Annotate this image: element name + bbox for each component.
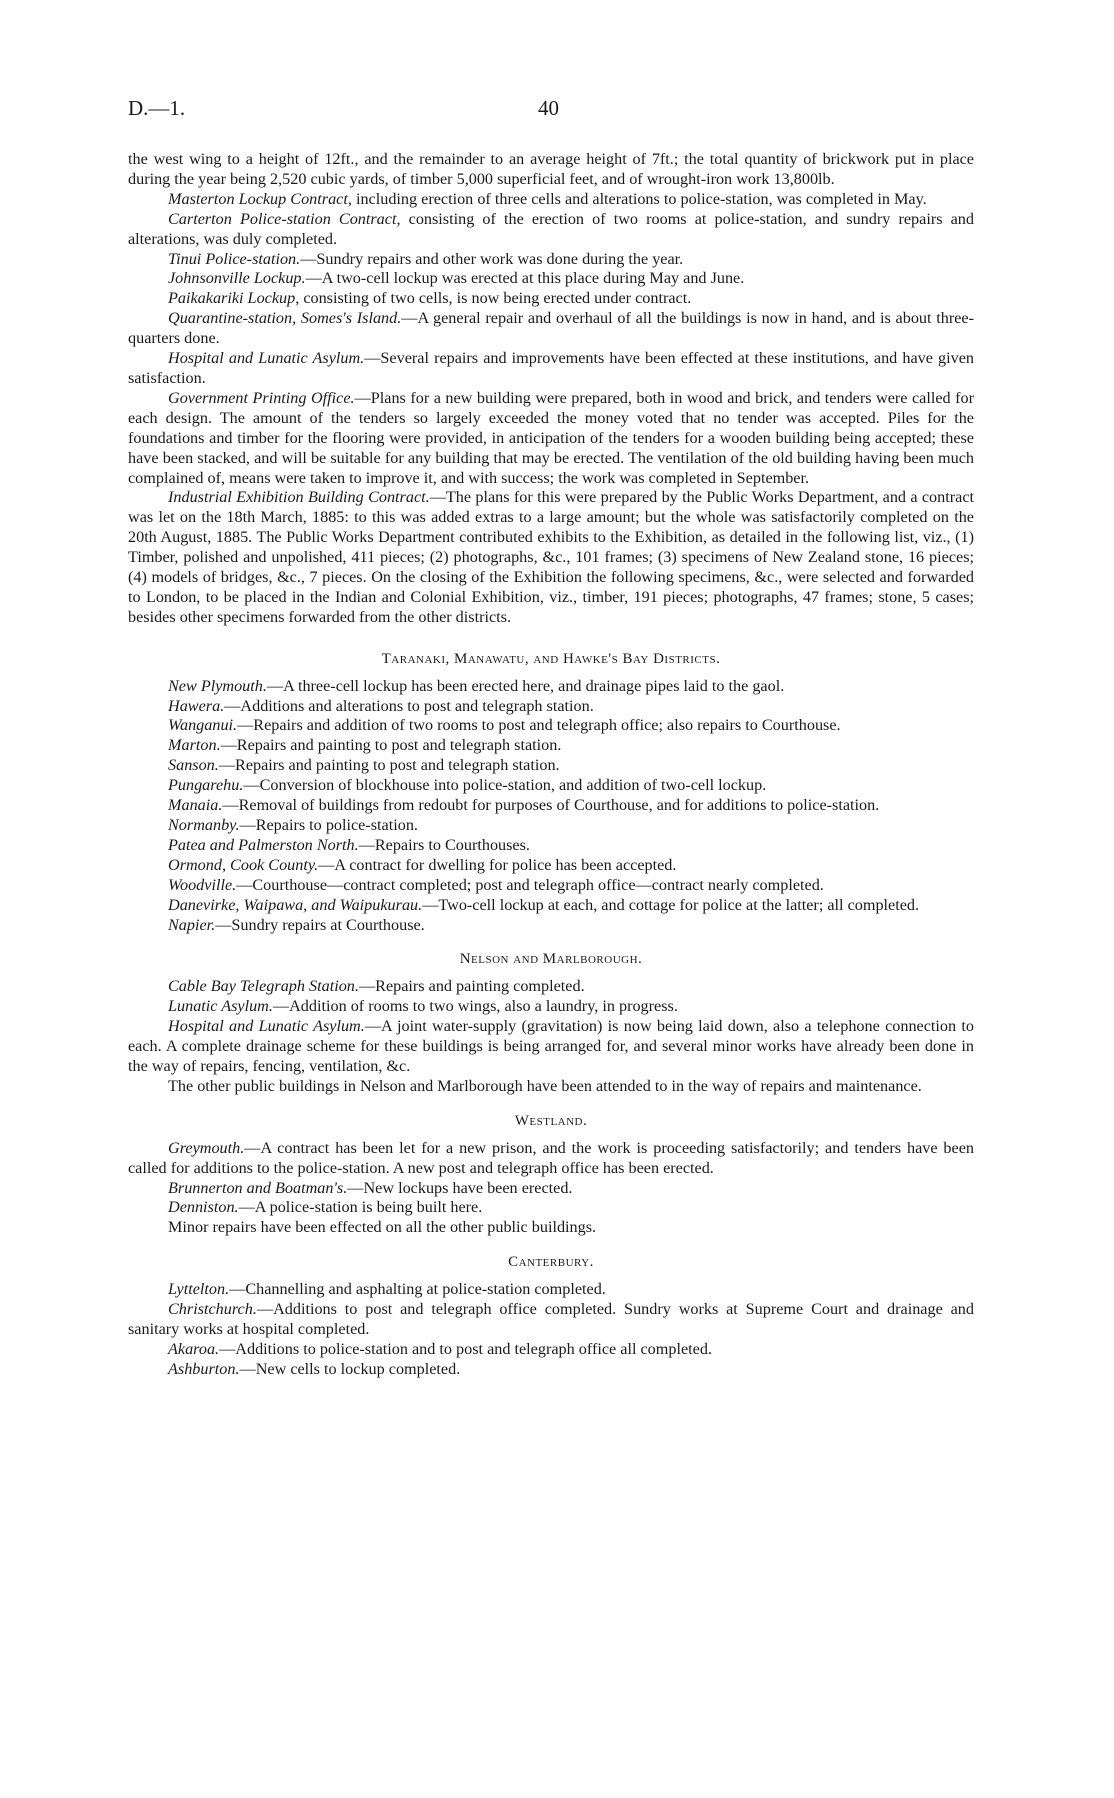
entry-title: Brunnerton and Boatman's. — [168, 1178, 348, 1197]
entry-title: Sanson. — [168, 756, 219, 775]
entry-text: —A three-cell lockup has been erected here, and drainage pipes laid to the gaol. — [266, 676, 785, 695]
entry-title: Lyttelton. — [168, 1280, 230, 1299]
entry-text: —Additions to post and telegraph office completed. Sundry works at Supreme Court and drainage and sanitary works at hospital completed. — [128, 1300, 974, 1338]
entry-text: —Repairs to Courthouses. — [358, 835, 530, 854]
page-number: 40 — [538, 96, 559, 120]
entry-paragraph — [128, 997, 974, 1017]
entry-paragraph — [128, 716, 974, 736]
entry-paragraph — [128, 269, 974, 289]
section-heading-canterbury: Canterbury. — [508, 1254, 594, 1271]
entry-text: —Sundry repairs at Courthouse. — [215, 915, 425, 934]
entry-title: Denniston. — [168, 1198, 239, 1217]
document-reference: D.—1. — [128, 96, 186, 120]
nelson-closing-paragraph: The other public buildings in Nelson and Marlborough have been attended to in the way of repairs and maintenance. — [168, 1076, 922, 1095]
entry-title: Carterton Police-station Contract, — [168, 209, 401, 228]
entry-paragraph — [128, 1198, 974, 1218]
entry-title: Johnsonville Lockup. — [168, 269, 306, 288]
entry-text: —Repairs and painting to post and telegraph station. — [220, 736, 562, 755]
entry-title: Cable Bay Telegraph Station. — [168, 977, 359, 996]
entry-title: Woodville. — [168, 875, 237, 894]
entry-title: Manaia. — [168, 796, 223, 815]
entry-paragraph — [128, 488, 974, 627]
entry-title: Hawera. — [168, 696, 225, 715]
entry-text: —Repairs and addition of two rooms to post and telegraph office; also repairs to Courthouse. — [237, 716, 841, 735]
entry-paragraph — [128, 856, 974, 876]
section-heading-westland: Westland. — [514, 1112, 588, 1129]
page-body — [128, 150, 974, 1380]
entry-text: —Addition of rooms to two wings, also a laundry, in progress. — [272, 997, 678, 1016]
entry-paragraph — [128, 1340, 974, 1360]
westland-entries — [128, 1139, 974, 1219]
entry-paragraph — [128, 776, 974, 796]
entry-text: —Repairs and painting to post and telegraph station. — [218, 756, 560, 775]
entry-text: including erection of three cells and alterations to police-station, was completed in May. — [351, 189, 927, 208]
entry-text: —Removal of buildings from redoubt for purposes of Courthouse, and for additions to police-station. — [222, 796, 880, 815]
entry-text: —Sundry repairs and other work was done during the year. — [300, 249, 684, 268]
entry-text: —Repairs and painting completed. — [358, 977, 585, 996]
entry-paragraph — [128, 756, 974, 776]
entry-paragraph — [128, 389, 974, 489]
entry-paragraph — [128, 876, 974, 896]
entry-text: —Two-cell lockup at each, and cottage for police at the latter; all completed. — [422, 895, 920, 914]
entry-paragraph — [128, 289, 974, 309]
page-header — [128, 96, 974, 126]
taranaki-entries — [128, 677, 974, 936]
canterbury-entries — [128, 1280, 974, 1380]
entry-title: Paikakariki Lockup, — [168, 289, 300, 308]
section-heading-nelson: Nelson and Marlborough. — [459, 951, 643, 968]
entry-paragraph — [128, 1280, 974, 1300]
entry-paragraph — [128, 1017, 974, 1077]
entry-title: Marton. — [168, 736, 221, 755]
entry-title: Tinui Police-station. — [168, 249, 301, 268]
entry-paragraph — [128, 210, 974, 250]
entry-paragraph — [128, 309, 974, 349]
entry-title: Quarantine-station, Somes's Island. — [168, 309, 402, 328]
entry-paragraph — [128, 190, 974, 210]
entry-title: Pungarehu. — [168, 776, 244, 795]
section-heading-taranaki: Taranaki, Manawatu, and Hawke's Bay Districts. — [381, 650, 721, 667]
entry-title: Government Printing Office. — [168, 388, 355, 407]
entry-title: Christchurch. — [168, 1300, 257, 1319]
entry-title: Hospital and Lunatic Asylum. — [168, 1017, 365, 1036]
entry-title: Ashburton. — [168, 1359, 240, 1378]
entry-paragraph — [128, 1300, 974, 1340]
entry-title: Akaroa. — [168, 1339, 220, 1358]
entry-text: consisting of the erection of two rooms at police-station, and sundry repairs and alterations, was duly completed. — [128, 209, 974, 248]
entry-title: Ormond, Cook County. — [168, 855, 319, 874]
entry-title: Wanganui. — [168, 716, 238, 735]
entry-paragraph — [128, 896, 974, 916]
westland-closing-paragraph: Minor repairs have been effected on all the other public buildings. — [168, 1218, 597, 1237]
entry-text: —Channelling and asphalting at police-station completed. — [229, 1280, 606, 1299]
entry-text: —A general repair and overhaul of all the buildings is now in hand, and is about three-quarters done. — [128, 309, 974, 348]
entry-paragraph — [128, 1179, 974, 1199]
entry-text: —A two-cell lockup was erected at this place during May and June. — [305, 269, 745, 288]
entry-title: Greymouth. — [168, 1138, 245, 1157]
entry-paragraph — [128, 796, 974, 816]
entry-text: —Courthouse—contract completed; post and telegraph office—contract nearly completed. — [236, 875, 824, 894]
entry-paragraph — [128, 736, 974, 756]
entry-paragraph — [128, 1360, 974, 1380]
entry-text: —Plans for a new building were prepared, both in wood and brick, and tenders were called for each design. The amount of the tenders so largely exceeded the money voted that no tender was accepted. Piles for the foundations and timber for the flooring were provided, in anticipation of the tenders for a wooden building being accepted; these have been stacked, and will be suitable for any building that may be erected. The ventilation of the old building having been much complained of, means were taken to improve it, and with success; the work was completed in September. — [128, 388, 974, 487]
entry-title: Lunatic Asylum. — [168, 997, 273, 1016]
entry-paragraph — [128, 349, 974, 389]
entry-paragraph — [128, 916, 974, 936]
entry-paragraph — [128, 250, 974, 270]
entry-text: —A contract for dwelling for police has been accepted. — [318, 855, 677, 874]
entry-title: Normanby. — [168, 816, 240, 834]
entry-text: —A contract has been let for a new prison, and the work is proceeding satisfactorily; and tenders have been called for additions to the police-station. A new post and telegraph office has been erected. — [128, 1138, 974, 1177]
entry-text: —New lockups have been erected. — [347, 1178, 573, 1197]
entry-title: Danevirke, Waipawa, and Waipukurau. — [168, 895, 423, 914]
continued-paragraph: the west wing to a height of 12ft., and the remainder to an average height of 7ft.; the total quantity of brickwork put in place during the year being 2,520 cubic yards, of timber 5,000 superficial feet, and of wrought-iron work 13,800lb. — [128, 150, 974, 188]
entry-text: —Conversion of blockhouse into police-station, and addition of two-cell lockup. — [243, 776, 767, 795]
entry-text: —A joint water-supply (gravitation) is now being laid down, also a telephone connection to each. A complete drainage scheme for these buildings is being arranged for, and several minor works have already been done in the way of repairs, fencing, ventilation, &c. — [128, 1017, 974, 1075]
entry-text: —Repairs to police-station. — [239, 816, 418, 834]
entry-paragraph — [128, 1139, 974, 1179]
entry-text: consisting of two cells, is now being erected under contract. — [299, 289, 692, 308]
entry-text: —Additions and alterations to post and telegraph station. — [224, 696, 594, 715]
entry-title: Patea and Palmerston North. — [168, 835, 359, 854]
entry-paragraph — [128, 816, 974, 836]
entry-paragraph — [128, 677, 974, 697]
entry-text: —New cells to lockup completed. — [239, 1359, 461, 1378]
entry-title: Hospital and Lunatic Asylum. — [168, 349, 365, 368]
entry-paragraph — [128, 836, 974, 856]
entry-title: New Plymouth. — [168, 676, 267, 695]
entry-text: —The plans for this were prepared by the Public Works Department, and a contract was let on the 18th March, 1885: to this was added extras to a large amount; but the whole was satisfactorily completed on the 20th August, 1885. The Public Works Department contributed exhibits to the Exhibition, as detailed in the following list, viz., (1) Timber, polished and unpolished, 411 pieces; (2) photographs, &c., 101 frames; (3) specimens of New Zealand stone, 16 pieces; (4) models of bridges, &c., 7 pieces. On the closing of the Exhibition the following specimens, &c., were selected and forwarded to London, to be placed in the Indian and Colonial Exhibition, viz., timber, 191 pieces; photographs, 47 frames; stone, 5 cases; besides other specimens forwarded from the other districts. — [128, 488, 974, 626]
entry-text: —Several repairs and improvements have been effected at these institutions, and have given satisfaction. — [128, 349, 974, 387]
entry-title: Masterton Lockup Contract, — [168, 189, 352, 208]
entry-title: Napier. — [168, 915, 216, 934]
intro-entries — [128, 190, 974, 628]
entry-paragraph — [128, 697, 974, 717]
entry-paragraph — [128, 977, 974, 997]
entry-title: Industrial Exhibition Building Contract. — [168, 488, 430, 507]
entry-text: —A police-station is being built here. — [238, 1198, 483, 1217]
entry-text: —Additions to police-station and to post and telegraph office all completed. — [219, 1339, 712, 1358]
nelson-entries — [128, 977, 974, 1077]
